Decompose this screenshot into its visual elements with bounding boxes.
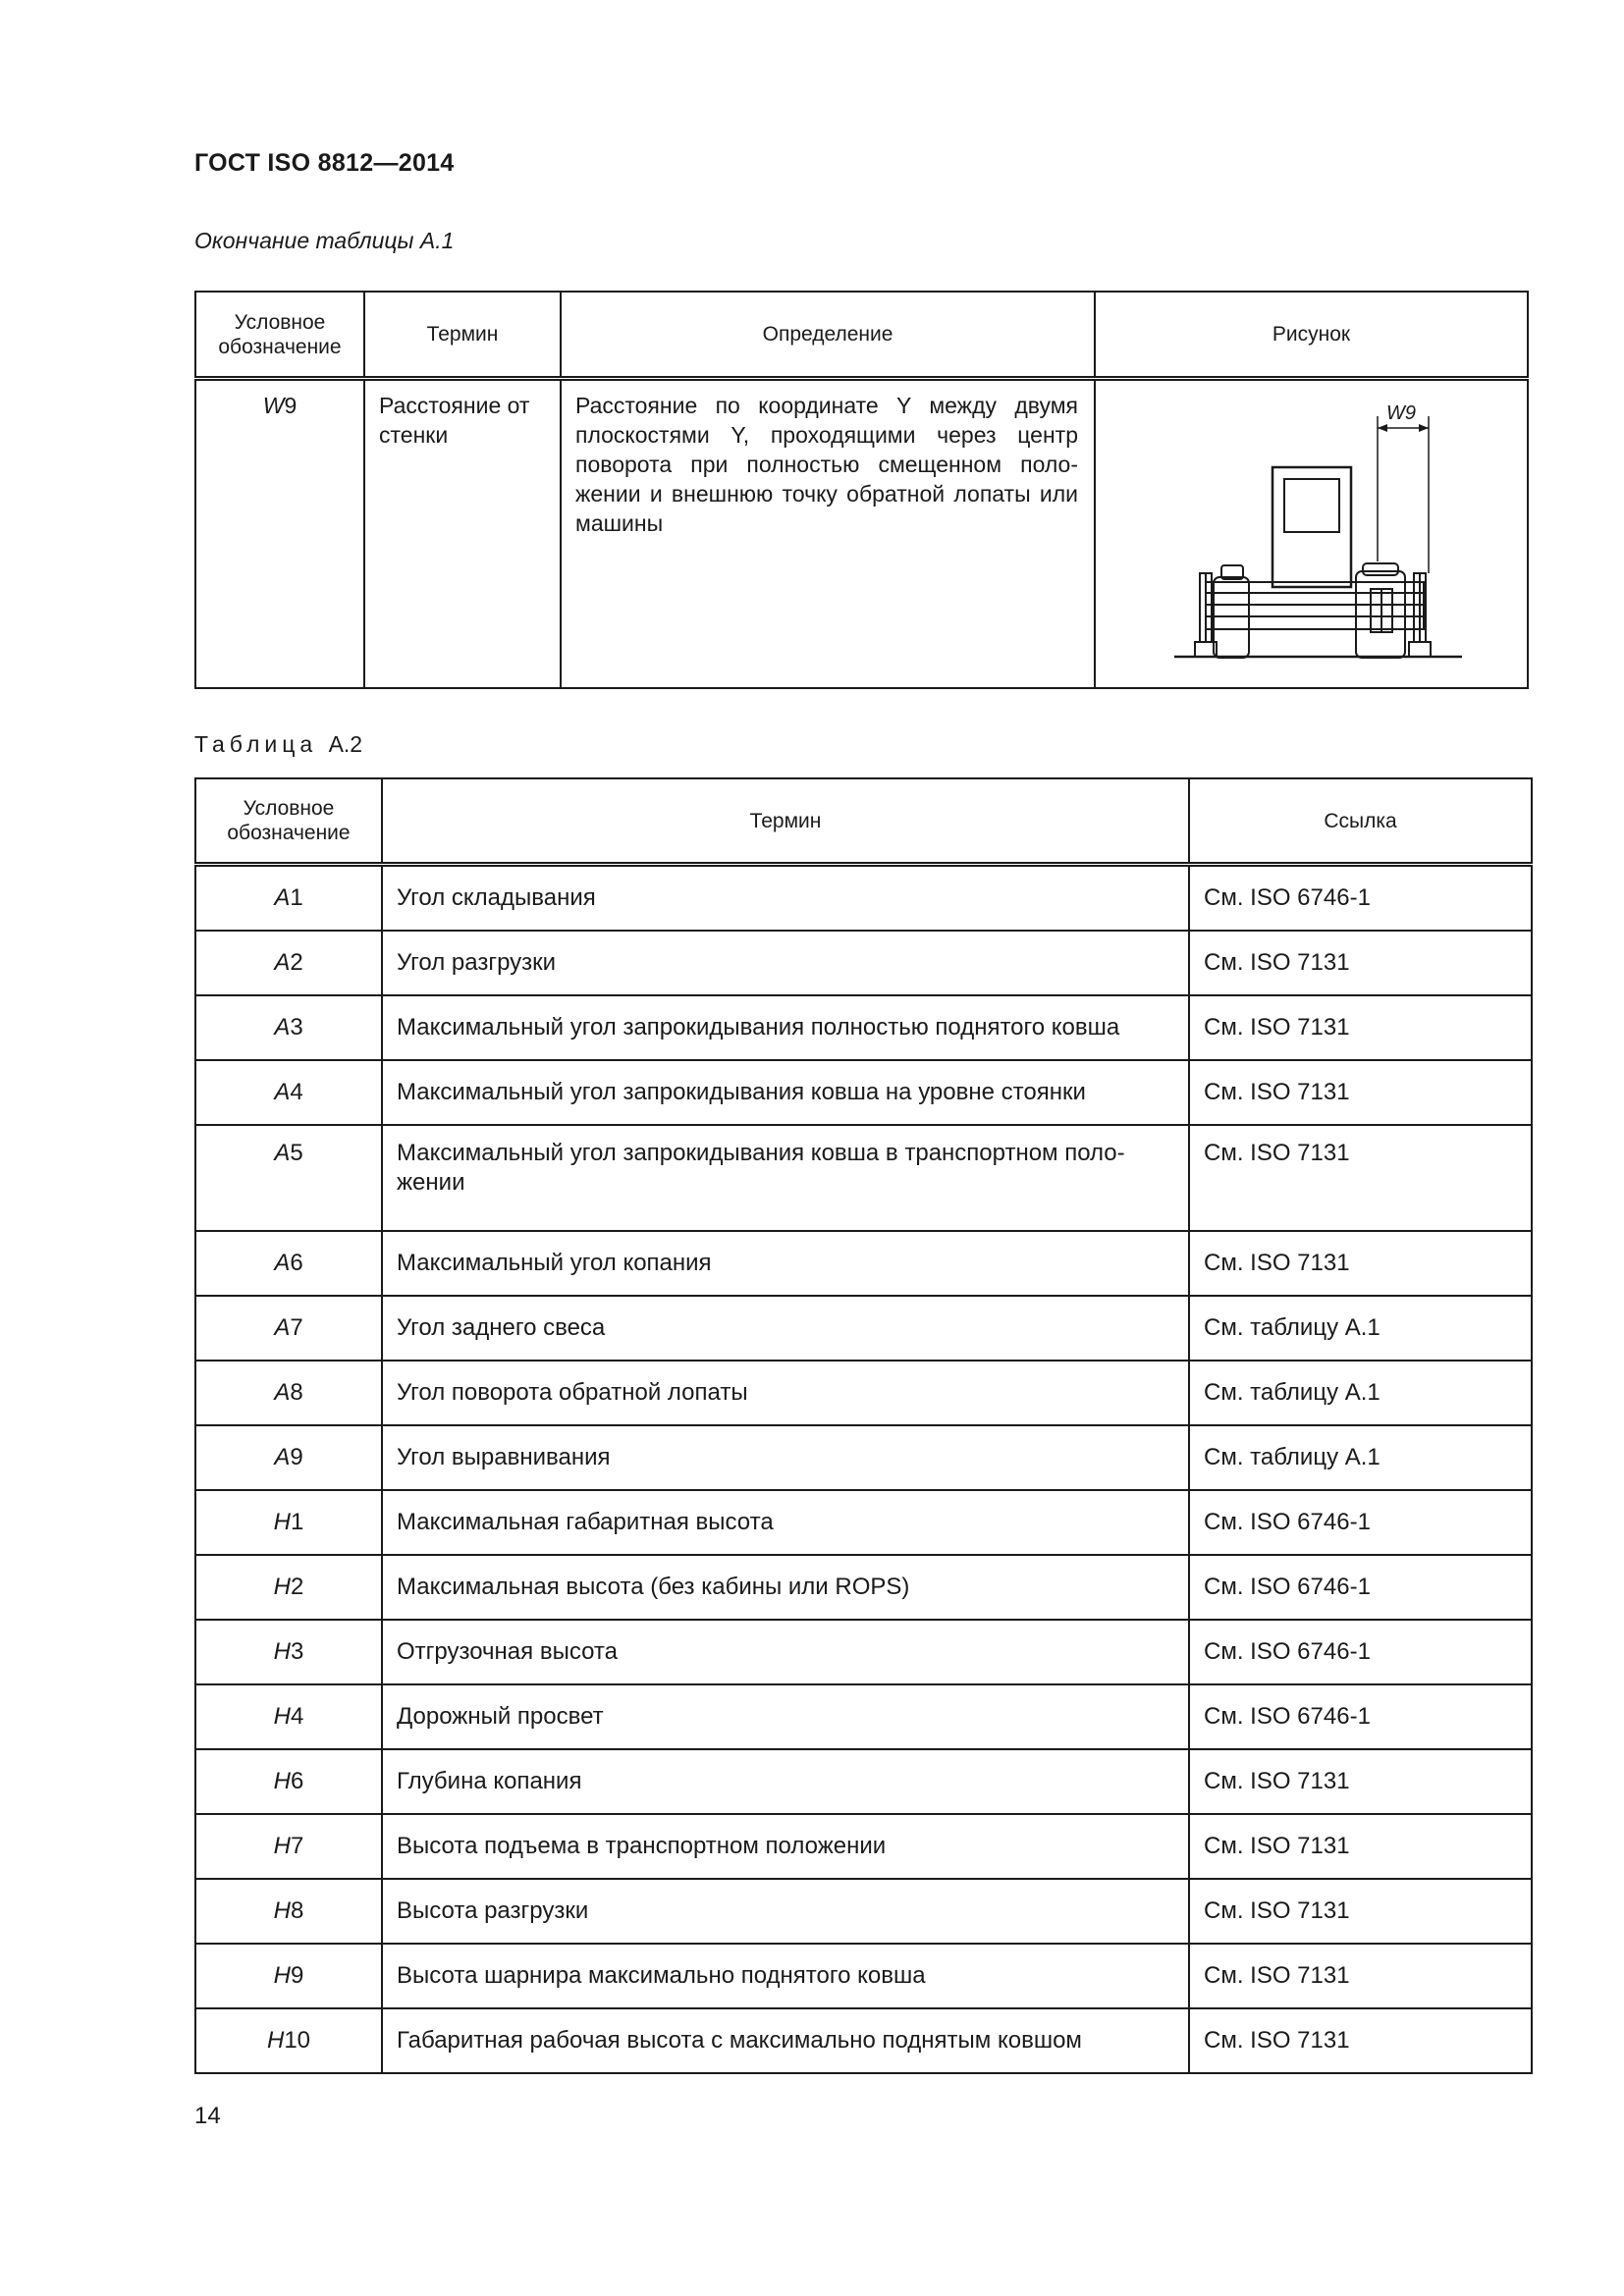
term-cell: Угол выравнивания (382, 1425, 1189, 1490)
term-cell: Максимальная высота (без кабины или ROPS) (382, 1555, 1189, 1620)
symbol-cell: A5 (195, 1125, 382, 1231)
reference-cell: См. таблицу А.1 (1189, 1296, 1532, 1361)
table-row (195, 995, 1532, 1060)
symbol-cell: H2 (195, 1555, 382, 1620)
term-cell: Дорожный просвет (382, 1684, 1189, 1749)
symbol-cell: A8 (195, 1361, 382, 1425)
symbol-cell: H8 (195, 1879, 382, 1944)
reference-cell: См. ISO 6746-1 (1189, 1684, 1532, 1749)
table-a1-continuation-caption: Окончание таблицы А.1 (194, 228, 455, 253)
table-a2-caption: Таблица А.2 (194, 731, 363, 757)
header-symbol: Условное обозначение (195, 292, 364, 379)
term-cell: Угол поворота обратной лопаты (382, 1361, 1189, 1425)
term-cell: Высота подъема в транспортном положении (382, 1814, 1189, 1879)
symbol-cell: H1 (195, 1490, 382, 1555)
term-cell: Высота шарнира максимально поднятого ковша (382, 1944, 1189, 2008)
table-a2-header-row (195, 778, 1532, 865)
symbol-cell: W9 (195, 379, 364, 689)
table-row (195, 1490, 1532, 1555)
term-cell: Угол разгрузки (382, 931, 1189, 995)
reference-cell: См. ISO 7131 (1189, 931, 1532, 995)
table-row (195, 1361, 1532, 1425)
table-row (195, 1684, 1532, 1749)
table-row (195, 1425, 1532, 1490)
table-row (195, 1060, 1532, 1125)
symbol-cell: H7 (195, 1814, 382, 1879)
table-a1 (194, 291, 1529, 689)
header-figure: Рисунок (1095, 292, 1528, 379)
symbol-cell: A1 (195, 865, 382, 932)
table-row (195, 1944, 1532, 2008)
term-cell: Отгрузочная высота (382, 1620, 1189, 1684)
reference-cell: См. ISO 7131 (1189, 1060, 1532, 1125)
table-row (195, 1814, 1532, 1879)
header-symbol: Условное обозначение (195, 778, 382, 865)
symbol-cell: H3 (195, 1620, 382, 1684)
reference-cell: См. ISO 6746-1 (1189, 865, 1532, 932)
header-definition: Определение (561, 292, 1095, 379)
reference-cell: См. ISO 7131 (1189, 995, 1532, 1060)
symbol-cell: H4 (195, 1684, 382, 1749)
table-row (195, 1555, 1532, 1620)
term-cell: Угол заднего свеса (382, 1296, 1189, 1361)
reference-cell: См. ISO 7131 (1189, 1749, 1532, 1814)
reference-cell: См. ISO 7131 (1189, 1814, 1532, 1879)
table-row (195, 1620, 1532, 1684)
page-number: 14 (194, 2103, 221, 2129)
document-header: ГОСТ ISO 8812—2014 (194, 149, 455, 177)
reference-cell: См. ISO 6746-1 (1189, 1555, 1532, 1620)
table-row (195, 2008, 1532, 2073)
reference-cell: См. ISO 6746-1 (1189, 1490, 1532, 1555)
dimension-label: W9 (1386, 402, 1416, 424)
reference-cell: См. ISO 6746-1 (1189, 1620, 1532, 1684)
term-cell: Максимальный угол запрокидывания ковша на уровне стоянки (382, 1060, 1189, 1125)
symbol-cell: A2 (195, 931, 382, 995)
table-row (195, 865, 1532, 932)
term-cell: Высота разгрузки (382, 1879, 1189, 1944)
reference-cell: См. ISO 7131 (1189, 2008, 1532, 2073)
symbol-cell: H9 (195, 1944, 382, 2008)
symbol-cell: A7 (195, 1296, 382, 1361)
header-term: Термин (382, 778, 1189, 865)
reference-cell: См. таблицу А.1 (1189, 1361, 1532, 1425)
term-cell: Максимальная габаритная высота (382, 1490, 1189, 1555)
term-cell: Угол складывания (382, 865, 1189, 932)
term-cell: Максимальный угол копания (382, 1231, 1189, 1296)
definition-cell: Расстояние по координате Y между двумя плоскостями Y, проходящими через центр поворота при полностью смещенном поло-жении и внешнюю точку обратной лопаты или машины (561, 379, 1095, 689)
reference-cell: См. ISO 7131 (1189, 1231, 1532, 1296)
table-row (195, 1125, 1532, 1231)
term-cell: Максимальный угол запрокидывания полностью поднятого ковша (382, 995, 1189, 1060)
reference-cell: См. ISO 7131 (1189, 1125, 1532, 1231)
excavator-rear-view-figure (1096, 381, 1529, 677)
term-cell: Максимальный угол запрокидывания ковша в транспортном поло-жении (382, 1125, 1189, 1231)
figure-cell (1095, 379, 1528, 689)
reference-cell: См. ISO 7131 (1189, 1879, 1532, 1944)
table-row (195, 1879, 1532, 1944)
term-cell: Габаритная рабочая высота с максимально поднятым ковшом (382, 2008, 1189, 2073)
table-row (195, 1296, 1532, 1361)
symbol-cell: A4 (195, 1060, 382, 1125)
term-cell: Глубина копания (382, 1749, 1189, 1814)
symbol-cell: A9 (195, 1425, 382, 1490)
table-a2 (194, 777, 1533, 2074)
symbol-cell: H10 (195, 2008, 382, 2073)
header-term: Термин (364, 292, 561, 379)
reference-cell: См. таблицу А.1 (1189, 1425, 1532, 1490)
symbol-cell: H6 (195, 1749, 382, 1814)
table-a1-row (195, 379, 1528, 689)
table-row (195, 1231, 1532, 1296)
term-cell: Расстояние от стенки (364, 379, 561, 689)
symbol-cell: A3 (195, 995, 382, 1060)
table-a1-header-row (195, 292, 1528, 379)
table-row (195, 931, 1532, 995)
symbol-cell: A6 (195, 1231, 382, 1296)
reference-cell: См. ISO 7131 (1189, 1944, 1532, 2008)
header-reference: Ссылка (1189, 778, 1532, 865)
table-row (195, 1749, 1532, 1814)
